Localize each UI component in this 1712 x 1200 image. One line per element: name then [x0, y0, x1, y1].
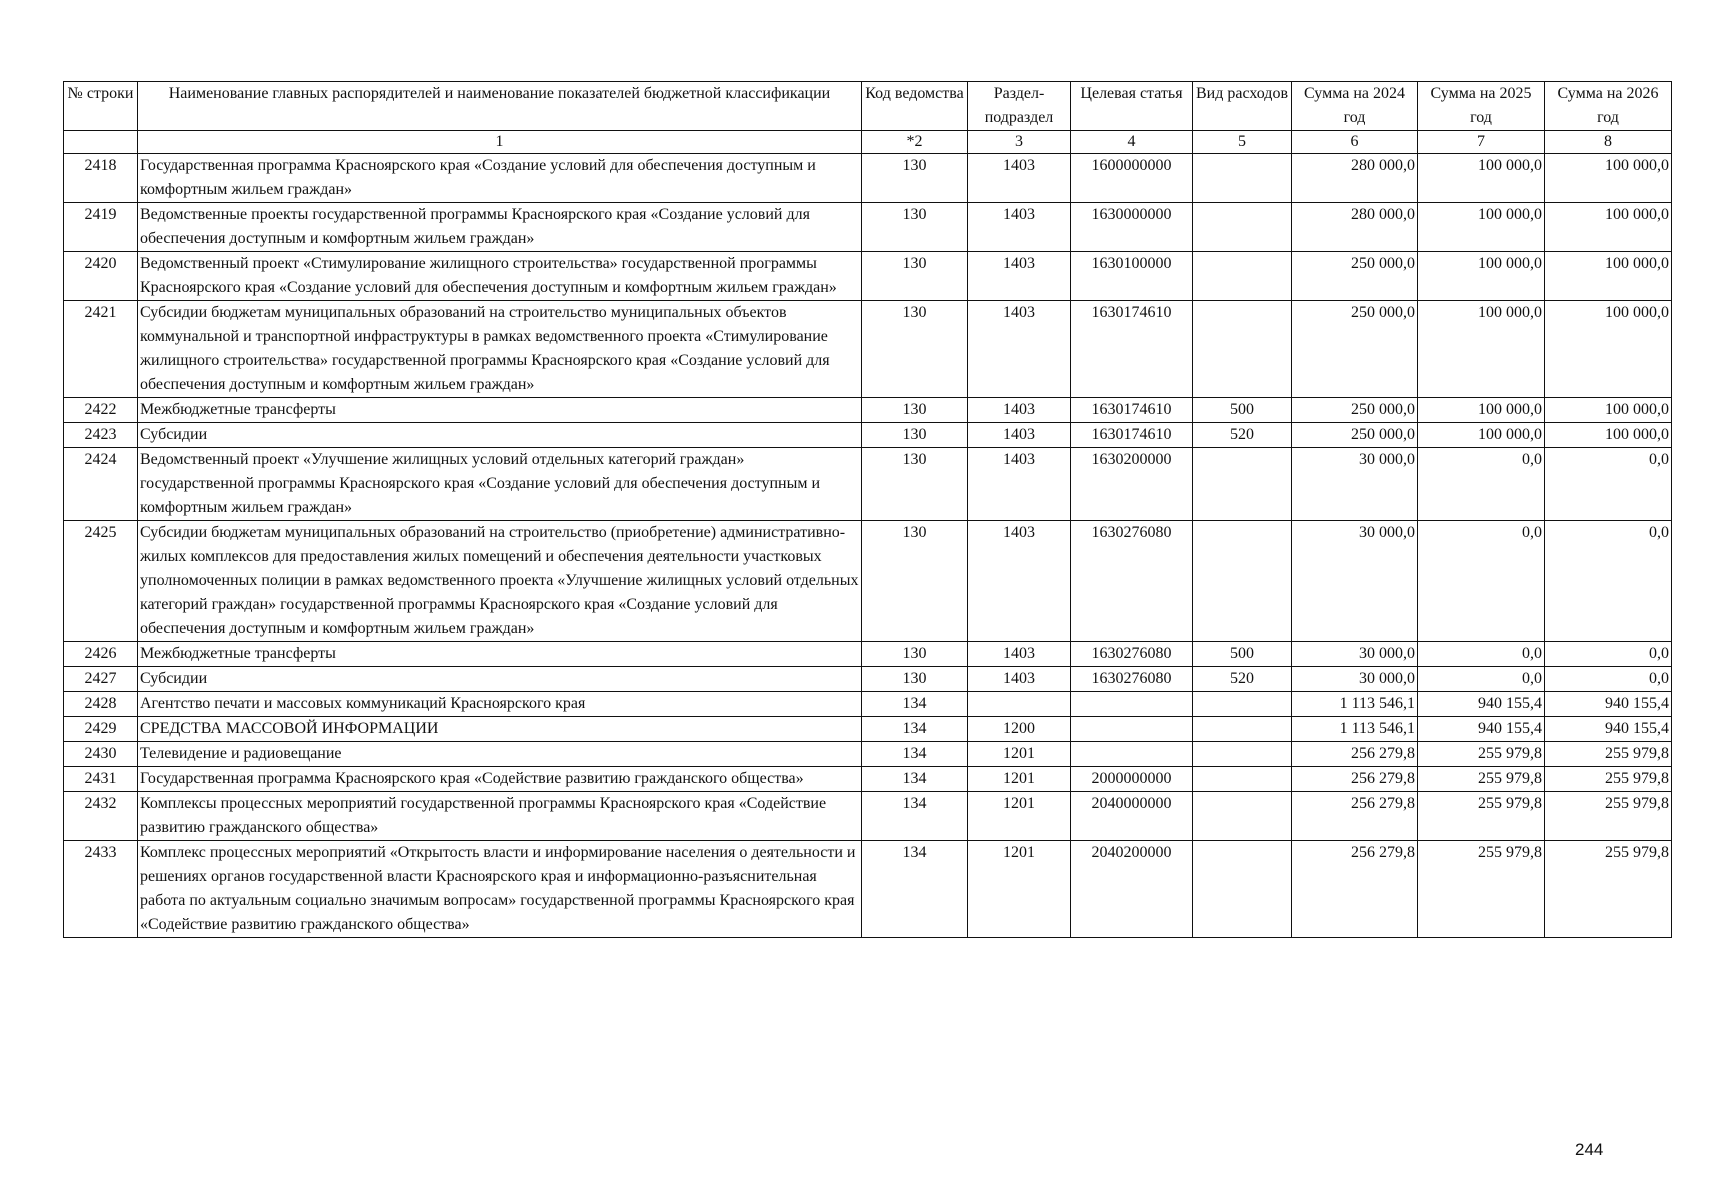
sum-2026-cell: 100 000,0	[1545, 301, 1672, 398]
column-number: 7	[1418, 131, 1545, 154]
sum-2025-cell: 100 000,0	[1418, 252, 1545, 301]
header-section: Раздел-подраздел	[968, 82, 1071, 131]
column-number	[64, 131, 138, 154]
dept-code-cell: 130	[862, 667, 968, 692]
sum-2024-cell: 30 000,0	[1292, 642, 1418, 667]
dept-code-cell: 130	[862, 448, 968, 521]
sum-2024-cell: 30 000,0	[1292, 667, 1418, 692]
dept-code-cell: 134	[862, 692, 968, 717]
sum-2024-cell: 1 113 546,1	[1292, 717, 1418, 742]
expense-type-cell	[1193, 154, 1292, 203]
section-cell: 1403	[968, 423, 1071, 448]
sum-2024-cell: 30 000,0	[1292, 448, 1418, 521]
expense-type-cell	[1193, 742, 1292, 767]
name-cell: Государственная программа Красноярского края «Создание условий для обеспечения доступным и комфортным жильем граждан»	[138, 154, 862, 203]
expense-type-cell: 500	[1193, 398, 1292, 423]
target-article-cell: 1630174610	[1071, 398, 1193, 423]
target-article-cell: 1630174610	[1071, 423, 1193, 448]
header-sum-2024: Сумма на 2024 год	[1292, 82, 1418, 131]
dept-code-cell: 134	[862, 767, 968, 792]
sum-2025-cell: 255 979,8	[1418, 742, 1545, 767]
table-row	[64, 252, 1672, 301]
column-number: *2	[862, 131, 968, 154]
sum-2024-cell: 250 000,0	[1292, 423, 1418, 448]
expense-type-cell	[1193, 203, 1292, 252]
target-article-cell: 1630276080	[1071, 667, 1193, 692]
dept-code-cell: 134	[862, 792, 968, 841]
sum-2026-cell: 940 155,4	[1545, 692, 1672, 717]
dept-code-cell: 130	[862, 642, 968, 667]
sum-2025-cell: 940 155,4	[1418, 717, 1545, 742]
name-cell: Межбюджетные трансферты	[138, 398, 862, 423]
sum-2024-cell: 1 113 546,1	[1292, 692, 1418, 717]
name-cell: Телевидение и радиовещание	[138, 742, 862, 767]
target-article-cell: 1630100000	[1071, 252, 1193, 301]
table-row	[64, 448, 1672, 521]
row-number-cell: 2428	[64, 692, 138, 717]
sum-2025-cell: 100 000,0	[1418, 398, 1545, 423]
sum-2025-cell: 0,0	[1418, 667, 1545, 692]
table-row	[64, 398, 1672, 423]
table-row	[64, 767, 1672, 792]
sum-2025-cell: 255 979,8	[1418, 767, 1545, 792]
section-cell: 1403	[968, 448, 1071, 521]
dept-code-cell: 130	[862, 252, 968, 301]
dept-code-cell: 130	[862, 398, 968, 423]
table-body	[64, 154, 1672, 938]
target-article-cell: 1630000000	[1071, 203, 1193, 252]
table-row	[64, 841, 1672, 938]
sum-2026-cell: 940 155,4	[1545, 717, 1672, 742]
target-article-cell	[1071, 742, 1193, 767]
dept-code-cell: 130	[862, 423, 968, 448]
expense-type-cell	[1193, 301, 1292, 398]
row-number-cell: 2426	[64, 642, 138, 667]
dept-code-cell: 134	[862, 742, 968, 767]
sum-2026-cell: 100 000,0	[1545, 423, 1672, 448]
sum-2024-cell: 256 279,8	[1292, 841, 1418, 938]
budget-table	[63, 81, 1672, 938]
sum-2024-cell: 250 000,0	[1292, 398, 1418, 423]
name-cell: Ведомственный проект «Улучшение жилищных условий отдельных категорий граждан» государственной программы Красноярского края «Создание условий для обеспечения доступным и комфортным жильем граждан»	[138, 448, 862, 521]
column-number: 5	[1193, 131, 1292, 154]
row-number-cell: 2427	[64, 667, 138, 692]
header-target-article: Целевая статья	[1071, 82, 1193, 131]
sum-2026-cell: 100 000,0	[1545, 398, 1672, 423]
sum-2025-cell: 100 000,0	[1418, 423, 1545, 448]
name-cell: СРЕДСТВА МАССОВОЙ ИНФОРМАЦИИ	[138, 717, 862, 742]
sum-2025-cell: 255 979,8	[1418, 792, 1545, 841]
name-cell: Межбюджетные трансферты	[138, 642, 862, 667]
column-number: 8	[1545, 131, 1672, 154]
expense-type-cell	[1193, 717, 1292, 742]
sum-2026-cell: 0,0	[1545, 642, 1672, 667]
sum-2026-cell: 100 000,0	[1545, 252, 1672, 301]
expense-type-cell: 520	[1193, 667, 1292, 692]
page-number: 244	[1575, 1140, 1604, 1159]
row-number-cell: 2420	[64, 252, 138, 301]
sum-2025-cell: 100 000,0	[1418, 203, 1545, 252]
sum-2024-cell: 256 279,8	[1292, 792, 1418, 841]
column-number-row	[64, 131, 1672, 154]
sum-2025-cell: 255 979,8	[1418, 841, 1545, 938]
sum-2025-cell: 100 000,0	[1418, 301, 1545, 398]
row-number-cell: 2423	[64, 423, 138, 448]
name-cell: Субсидии бюджетам муниципальных образований на строительство (приобретение) административно-жилых комплексов для предоставления жилых помещений и обеспечения деятельности участковых уполномоченных полиции в рамках ведомственного проекта «Улучшение жилищных условий отдельных категорий граждан» государственной программы Красноярского края «Создание условий для обеспечения доступным и комфортным жильем граждан»	[138, 521, 862, 642]
section-cell: 1403	[968, 154, 1071, 203]
sum-2025-cell: 940 155,4	[1418, 692, 1545, 717]
name-cell: Агентство печати и массовых коммуникаций Красноярского края	[138, 692, 862, 717]
column-number: 3	[968, 131, 1071, 154]
target-article-cell: 1630276080	[1071, 521, 1193, 642]
section-cell: 1201	[968, 767, 1071, 792]
row-number-cell: 2421	[64, 301, 138, 398]
target-article-cell	[1071, 717, 1193, 742]
expense-type-cell: 500	[1193, 642, 1292, 667]
table-header-row	[64, 82, 1672, 131]
header-expense-type: Вид расходов	[1193, 82, 1292, 131]
row-number-cell: 2422	[64, 398, 138, 423]
column-number: 1	[138, 131, 862, 154]
section-cell: 1201	[968, 742, 1071, 767]
sum-2024-cell: 30 000,0	[1292, 521, 1418, 642]
table-row	[64, 521, 1672, 642]
expense-type-cell	[1193, 521, 1292, 642]
expense-type-cell	[1193, 792, 1292, 841]
table-row	[64, 642, 1672, 667]
expense-type-cell	[1193, 448, 1292, 521]
sum-2024-cell: 250 000,0	[1292, 301, 1418, 398]
sum-2026-cell: 100 000,0	[1545, 203, 1672, 252]
name-cell: Субсидии	[138, 667, 862, 692]
table-row	[64, 692, 1672, 717]
table-row	[64, 792, 1672, 841]
target-article-cell: 2000000000	[1071, 767, 1193, 792]
section-cell: 1201	[968, 792, 1071, 841]
dept-code-cell: 134	[862, 841, 968, 938]
row-number-cell: 2419	[64, 203, 138, 252]
section-cell: 1403	[968, 642, 1071, 667]
sum-2024-cell: 256 279,8	[1292, 767, 1418, 792]
name-cell: Субсидии бюджетам муниципальных образований на строительство муниципальных объектов коммунальной и транспортной инфраструктуры в рамках ведомственного проекта «Стимулирование жилищного строительства» государственной программы Красноярского края «Создание условий для обеспечения доступным и комфортным жильем граждан»	[138, 301, 862, 398]
row-number-cell: 2432	[64, 792, 138, 841]
sum-2024-cell: 280 000,0	[1292, 203, 1418, 252]
sum-2025-cell: 100 000,0	[1418, 154, 1545, 203]
name-cell: Субсидии	[138, 423, 862, 448]
column-number: 6	[1292, 131, 1418, 154]
sum-2024-cell: 256 279,8	[1292, 742, 1418, 767]
dept-code-cell: 130	[862, 154, 968, 203]
sum-2026-cell: 255 979,8	[1545, 742, 1672, 767]
row-number-cell: 2429	[64, 717, 138, 742]
row-number-cell: 2431	[64, 767, 138, 792]
name-cell: Комплекс процессных мероприятий «Открытость власти и информирование населения о деятельности и решениях органов государственной власти Красноярского края и информационно-разъяснительная работа по актуальным социально значимым вопросам» государственной программы Красноярского края «Содействие развитию гражданского общества»	[138, 841, 862, 938]
table-row	[64, 301, 1672, 398]
sum-2024-cell: 250 000,0	[1292, 252, 1418, 301]
table-row	[64, 742, 1672, 767]
section-cell: 1403	[968, 667, 1071, 692]
table-row	[64, 717, 1672, 742]
sum-2025-cell: 0,0	[1418, 521, 1545, 642]
header-sum-2025: Сумма на 2025 год	[1418, 82, 1545, 131]
name-cell: Комплексы процессных мероприятий государственной программы Красноярского края «Содействие развитию гражданского общества»	[138, 792, 862, 841]
section-cell	[968, 692, 1071, 717]
row-number-cell: 2418	[64, 154, 138, 203]
sum-2025-cell: 0,0	[1418, 642, 1545, 667]
dept-code-cell: 130	[862, 203, 968, 252]
name-cell: Ведомственные проекты государственной программы Красноярского края «Создание условий для обеспечения доступным и комфортным жильем граждан»	[138, 203, 862, 252]
section-cell: 1403	[968, 203, 1071, 252]
section-cell: 1201	[968, 841, 1071, 938]
row-number-cell: 2425	[64, 521, 138, 642]
header-row-number: № строки	[64, 82, 138, 131]
sum-2026-cell: 0,0	[1545, 667, 1672, 692]
sum-2026-cell: 0,0	[1545, 448, 1672, 521]
target-article-cell: 2040000000	[1071, 792, 1193, 841]
sum-2026-cell: 255 979,8	[1545, 767, 1672, 792]
sum-2025-cell: 0,0	[1418, 448, 1545, 521]
table-row	[64, 154, 1672, 203]
sum-2026-cell: 255 979,8	[1545, 792, 1672, 841]
section-cell: 1403	[968, 301, 1071, 398]
target-article-cell: 1630174610	[1071, 301, 1193, 398]
table-row	[64, 667, 1672, 692]
expense-type-cell	[1193, 841, 1292, 938]
name-cell: Государственная программа Красноярского края «Содействие развитию гражданского общества»	[138, 767, 862, 792]
table-row	[64, 203, 1672, 252]
header-dept-code: Код ведомства	[862, 82, 968, 131]
dept-code-cell: 130	[862, 301, 968, 398]
expense-type-cell	[1193, 252, 1292, 301]
header-name: Наименование главных распорядителей и наименование показателей бюджетной классификации	[138, 82, 862, 131]
section-cell: 1200	[968, 717, 1071, 742]
expense-type-cell	[1193, 767, 1292, 792]
dept-code-cell: 134	[862, 717, 968, 742]
sum-2026-cell: 100 000,0	[1545, 154, 1672, 203]
target-article-cell: 1630200000	[1071, 448, 1193, 521]
dept-code-cell: 130	[862, 521, 968, 642]
row-number-cell: 2430	[64, 742, 138, 767]
table-row	[64, 423, 1672, 448]
row-number-cell: 2433	[64, 841, 138, 938]
name-cell: Ведомственный проект «Стимулирование жилищного строительства» государственной программы Красноярского края «Создание условий для обеспечения доступным и комфортным жильем граждан»	[138, 252, 862, 301]
expense-type-cell: 520	[1193, 423, 1292, 448]
section-cell: 1403	[968, 252, 1071, 301]
section-cell: 1403	[968, 521, 1071, 642]
expense-type-cell	[1193, 692, 1292, 717]
row-number-cell: 2424	[64, 448, 138, 521]
header-sum-2026: Сумма на 2026 год	[1545, 82, 1672, 131]
target-article-cell	[1071, 692, 1193, 717]
target-article-cell: 1630276080	[1071, 642, 1193, 667]
sum-2026-cell: 0,0	[1545, 521, 1672, 642]
section-cell: 1403	[968, 398, 1071, 423]
target-article-cell: 2040200000	[1071, 841, 1193, 938]
column-number: 4	[1071, 131, 1193, 154]
sum-2026-cell: 255 979,8	[1545, 841, 1672, 938]
sum-2024-cell: 280 000,0	[1292, 154, 1418, 203]
target-article-cell: 1600000000	[1071, 154, 1193, 203]
